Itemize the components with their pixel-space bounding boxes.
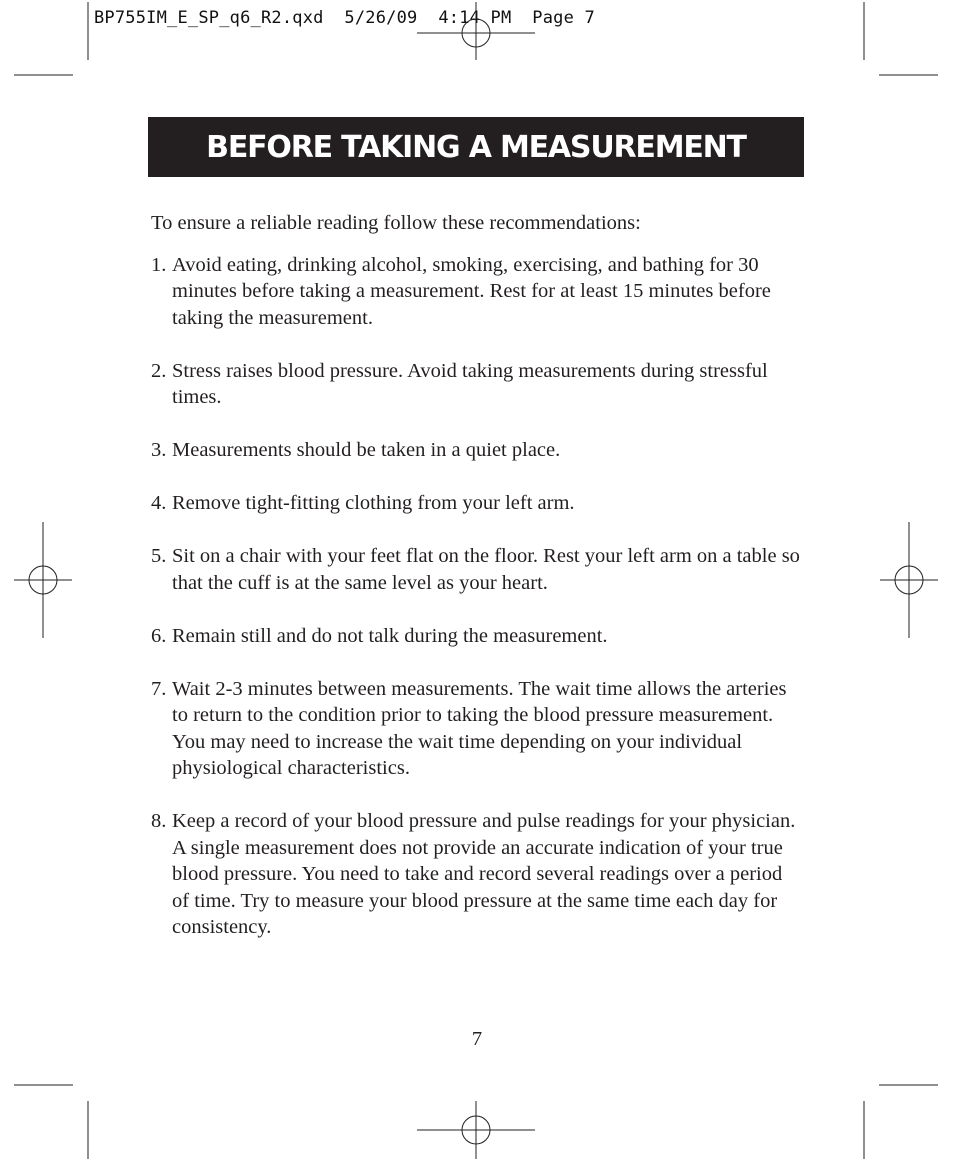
item-number: 7. [151, 677, 167, 700]
page-number: 7 [471, 1028, 483, 1050]
item-number: 6. [151, 624, 167, 647]
item-text: Wait 2-3 minutes between measurements. The wait time allows the arteries to return to the condition prior to taking the blood pressure measurement. You may need to increase the wait time depending on your individual physiological characteristics. [172, 677, 787, 779]
recommendation-item [151, 437, 801, 464]
registration-mark-right [880, 522, 938, 638]
registration-mark-top [417, 2, 535, 60]
recommendation-item [151, 623, 801, 650]
recommendation-item [151, 358, 801, 411]
recommendation-item [151, 490, 801, 517]
section-title-bar [148, 117, 804, 177]
print-slug-line: BP755IM_E_SP_q6_R2.qxd 5/26/09 4:14 PM Page 7 [94, 8, 595, 28]
item-text: Avoid eating, drinking alcohol, smoking, exercising, and bathing for 30 minutes before taking a measurement. Rest for at least 15 minutes before taking the measurement. [172, 253, 771, 329]
item-number: 5. [151, 545, 167, 567]
intro-paragraph: To ensure a reliable reading follow these recommendations: [151, 212, 641, 234]
item-text: Sit on a chair with your feet flat on the floor. Rest your left arm on a table so that the cuff is at the same level as your heart. [172, 545, 800, 594]
recommendation-item [151, 808, 801, 941]
section-title: BEFORE TAKING A MEASUREMENT [206, 129, 746, 165]
item-number: 1. [151, 253, 167, 276]
item-text: Keep a record of your blood pressure and pulse readings for your physician. A single measurement does not provide an accurate indication of your true blood pressure. You need to take and record several readings over a period of time. Try to measure your blood pressure at the same time each day for consistency. [172, 810, 796, 938]
recommendations-list [151, 252, 801, 941]
item-text: Stress raises blood pressure. Avoid taking measurements during stressful times. [172, 359, 768, 408]
recommendation-item [151, 676, 801, 782]
item-number: 8. [151, 810, 167, 832]
recommendation-item [151, 543, 801, 596]
item-number: 2. [151, 359, 167, 382]
instructions-body [151, 210, 801, 967]
item-text: Remain still and do not talk during the measurement. [172, 624, 608, 647]
recommendation-item [151, 252, 801, 332]
registration-mark-left [14, 522, 72, 638]
item-number: 4. [151, 492, 167, 514]
item-text: Remove tight-fitting clothing from your left arm. [172, 492, 575, 514]
item-number: 3. [151, 439, 167, 461]
item-text: Measurements should be taken in a quiet place. [172, 439, 561, 461]
registration-mark-bottom [417, 1101, 535, 1159]
